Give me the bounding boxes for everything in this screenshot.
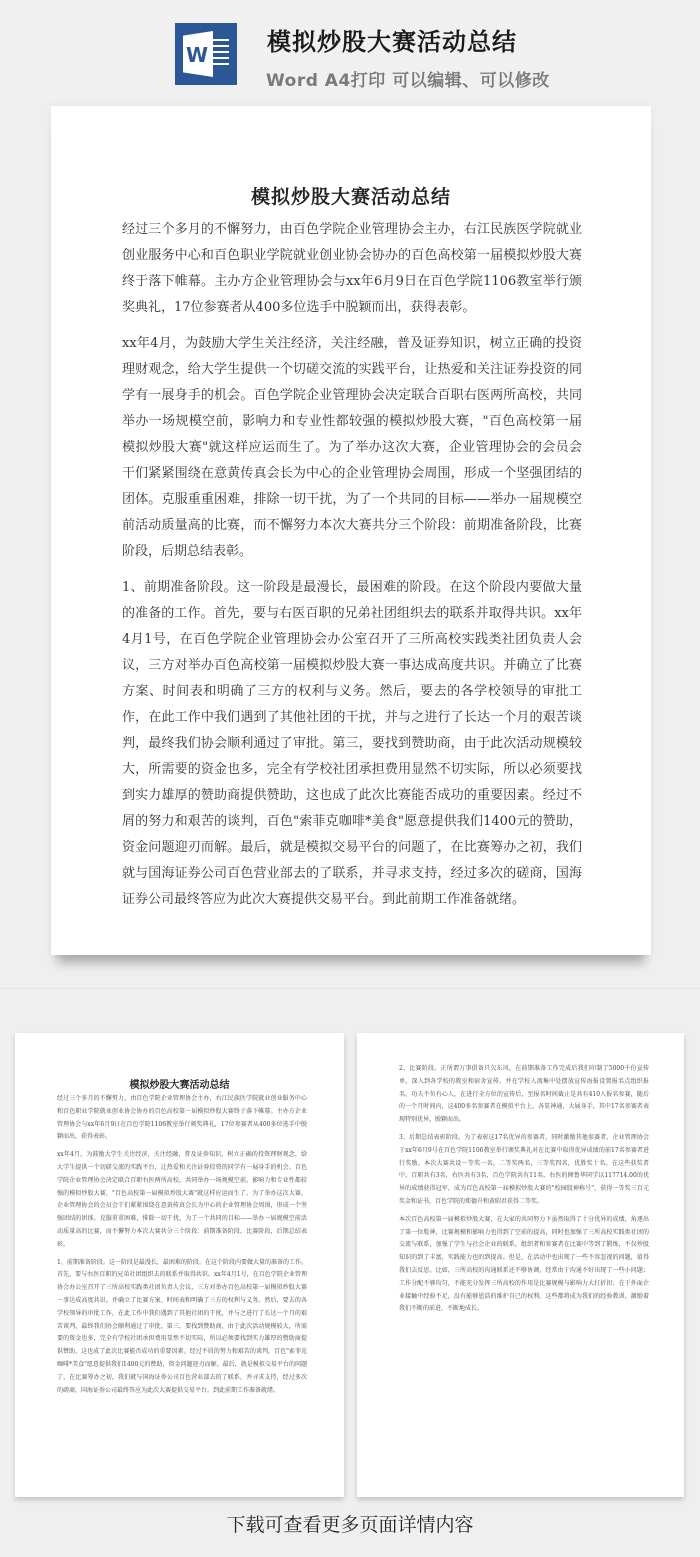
paragraph: 经过三个多月的不懈努力，由百色学院企业管理协会主办，右江民族医学院就业创业服务中心和百色职业学院就业创业协会协办的百色高校第一届模拟炒股大赛终于落下帷幕。主办方企业管理协会与xx年6月9日在百色学院1106教室举行颁奖典礼，17位参赛者从400多位选手中脱颖而出，获得表彰。 [57,1095,307,1141]
thumbnail-title: 模拟炒股大赛活动总结 [129,1080,230,1091]
document-body [122,217,582,923]
page-thumbnail-1[interactable] [15,1033,344,1497]
header-subtitle: Word A4打印 可以编辑、可以修改 [266,71,550,91]
document-page-preview [51,106,651,955]
section-divider [0,988,700,989]
paragraph: 3、后期总结表彰阶段。为了表彰这17名优异的参赛者，同时激励其他参赛者，企业管理协会于xx年6月9号在百色学院1106教室举行颁奖典礼对在比赛中取得优异成绩的前17名参赛者进行奖励。本次大赛共设一等奖一名，二等奖两名，三等奖四名，优胜奖十名。在这些获奖者中，百职共有3名，右医共有3名，百色学院共有11名，右医的倾鲁华同学以117714.00的优异的成绩获得冠军，成为百色高校第一届模拟炒股大赛的"校园股神称号"，获得一等奖三百元奖金和证书，百色学院的郑德升和黄昭君获得二等奖。 [399,1133,649,1205]
thumbnail-body [57,1093,307,1402]
text-lines-icon [213,39,229,69]
header-banner [0,0,700,100]
paragraph: xx年4月，为鼓励大学生关注经济，关注经融，普及证券知识，树立正确的投资理财观念，给大学生提供一个切磋交流的实践平台，让热爱和关注证券投资的同学有一展身手的机会。百色学院企业管理协会决定联合百职右医两所高校，共同举办一场规模空前，影响力和专业性都较强的模拟炒股大赛，"百色高校第一届模拟炒股大赛"就这样应运而生了。为了举办这次大赛，企业管理协会的会员会干们紧紧围绕在意黄传真会长为中心的企业管理协会周围，形成一个坚强团结的团体。克服重重困难，排除一切干扰，为了一个共同的目标——举办一届规模空前活动质量高的比赛，而不懈努力本次大赛共分三个阶段：前期准备阶段，比赛阶段，后期总结表彰。 [57,1151,307,1248]
paragraph: 经过三个多月的不懈努力，由百色学院企业管理协会主办，右江民族医学院就业创业服务中心和百色职业学院就业创业协会协办的百色高校第一届模拟炒股大赛终于落下帷幕。主办方企业管理协会与xx年6月9日在百色学院1106教室举行颁奖典礼，17位参赛者从400多位选手中脱颖而出，获得表彰。 [122,222,582,315]
page-thumbnail-2[interactable] [357,1033,684,1497]
header-title: 模拟炒股大赛活动总结 [267,28,517,56]
download-more-link[interactable]: 下载可查看更多页面详情内容 [226,1514,474,1536]
paragraph: xx年4月，为鼓励大学生关注经济，关注经融，普及证券知识，树立正确的投资理财观念，给大学生提供一个切磋交流的实践平台，让热爱和关注证券投资的同学有一展身手的机会。百色学院企业管理协会决定联合百职右医两所高校，共同举办一场规模空前，影响力和专业性都较强的模拟炒股大赛，"百色高校第一届模拟炒股大赛"就这样应运而生了。为了举办这次大赛，企业管理协会的会员会干们紧紧围绕在意黄传真会长为中心的企业管理协会周围，形成一个坚强团结的团体。克服重重困难，排除一切干扰，为了一个共同的目标——举办一届规模空前活动质量高的比赛，而不懈努力本次大赛共分三个阶段：前期准备阶段，比赛阶段，后期总结表彰。 [122,336,582,559]
paragraph: 1、前期准备阶段。这一阶段是最漫长，最困难的阶段。在这个阶段内要做大量的准备的工作。首先，要与右医百职的兄弟社团组织去的联系并取得共识。xx年4月1号，在百色学院企业管理协会办公室召开了三所高校实践类社团负责人会议，三方对举办百色高校第一届模拟炒股大赛一事达成高度共识。并确立了比赛方案、时间表和明确了三方的权利与义务。然后，要去的各学校领导的审批工作，在此工作中我们遇到了其他社团的干扰，并与之进行了长达一个月的艰苦谈判，最终我们协会顺利通过了审批。第三，要找到赞助商，由于此次活动规模较大，所需要的资金也多，完全有学校社团承担费用显然不切实际，所以必须要找到实力雄厚的赞助商提供赞助，这也成了此次比赛能否成功的重要因素。经过不屑的努力和艰苦的谈判，百色"索菲克咖啡*美食"愿意提供我们1400元的赞助，资金问题迎刃而解。最后，就是模拟交易平台的问题了，在比赛筹办之初，我们就与国海证券公司百色营业部去的了联系，并寻求支持，经过多次的磋商，国海证券公司最终答应为此次大赛提供交易平台。到此前期工作准备就绪。 [122,580,582,907]
paragraph: 2、比赛阶段。正所谓万事俱备只欠东风，在前期准备工作完成后我们印制了5000千份宣传单，深入到各学校的教室和宿舍宣传，并在学校人流集中处摆放宣传海报设置报名点组织报名。功夫不负有心人，在进行全方位的宣传后，至报名时间截止是共有410人报名参赛，随后的一个月时间内，这400多名参赛者在模拟平台上，各显神通，大展身手，其中17名参赛者表现特别优异，脱颖而出。 [399,1065,649,1124]
word-letter: W [186,43,209,67]
paragraph: 1、前期准备阶段。这一阶段是最漫长，最困难的阶段。在这个阶段内要做大量的准备的工作。首先，要与右医百职的兄弟社团组织去的联系并取得共识。xx年4月1号，在百色学院企业管理协会办公室召开了三所高校实践类社团负责人会议，三方对举办百色高校第一届模拟炒股大赛一事达成高度共识。并确立了比赛方案、时间表和明确了三方的权利与义务。然后，要去的各学校领导的审批工作，在此工作中我们遇到了其他社团的干扰，并与之进行了长达一个月的艰苦谈判，最终我们协会顺利通过了审批。第三，要找到赞助商，由于此次活动规模较大，所需要的资金也多，完全有学校社团承担费用显然不切实际，所以必须要找到实力雄厚的赞助商提供赞助，这也成了此次比赛能否成功的重要因素。经过不屑的努力和艰苦的谈判，百色"索菲克咖啡*美食"愿意提供我们1400元的赞助，资金问题迎刃而解。最后，就是模拟交易平台的问题了，在比赛筹办之初，我们就与国海证券公司百色营业部去的了联系，并寻求支持，经过多次的磋商，国海证券公司最终答应为此次大赛提供交易平台。到此前期工作准备就绪。 [57,1258,307,1394]
word-doc-icon [175,23,237,85]
paragraph: 本次百色高校第一届模拟炒股大赛，在大家的共同努力下虽然取得了十分优异的成绩，角逐出了第一位股神，比赛规模和影响力也得到了空前的提高，同时也加强了三所高校实践类社团的交流与联系，加强了学生与社会企业的联系，组织者和参赛者在比赛中等到了锻炼，不仅炒股知识的到了丰富，实践能力也的到提高。但是，在活动中也出现了一些不容忽视的问题，值得我们去反思。比如，三所高校的沟通联系还不够协调，经常由于沟通不好出现了一些小问题；工作分配不够均匀，不能充分发挥三所高校的作用是比赛规模与影响力大打折扣；在于外面企业接触中经验不足，没有能够恩浩的维护自己的权利。这些都将成为我们的经验教训，激励着我们不断的前进，不断地成长。 [399,1215,649,1313]
thumbnail-body [399,1063,649,1321]
document-title: 模拟炒股大赛活动总结 [250,186,451,208]
